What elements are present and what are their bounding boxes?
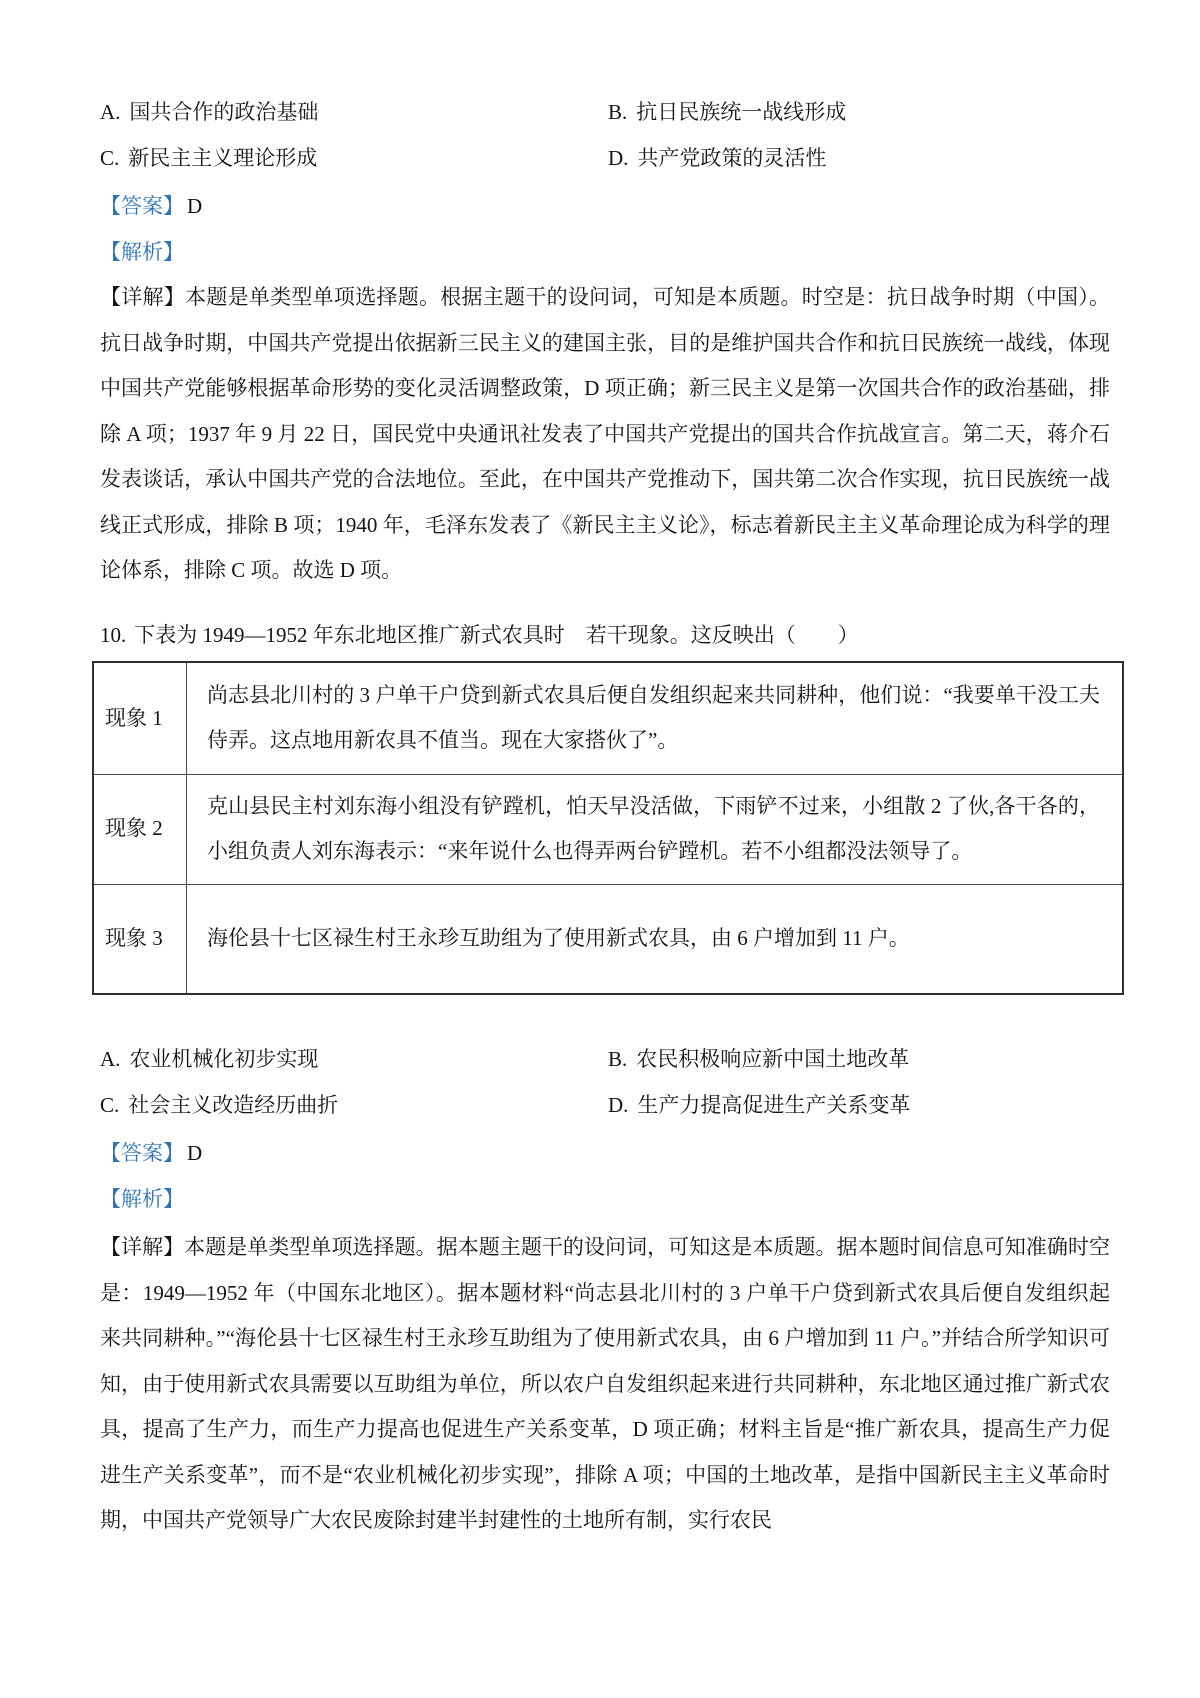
row-label: 现象 3 xyxy=(93,884,187,994)
option-text: 农民积极响应新中国土地改革 xyxy=(636,1047,910,1071)
q10-option-b xyxy=(608,1037,1110,1083)
table-row xyxy=(93,884,1123,994)
option-letter: D. xyxy=(608,1092,629,1117)
answer-value: D xyxy=(187,194,203,218)
q10-option-d xyxy=(608,1083,1110,1129)
q10-options-row-1 xyxy=(100,1037,1110,1083)
q9-analysis-line xyxy=(100,230,1110,276)
q10-answer-line xyxy=(100,1131,1110,1177)
option-text: 农业机械化初步实现 xyxy=(129,1047,319,1071)
question-text: 下表为 1949—1952 年东北地区推广新式农具时 若干现象。这反映出（ ） xyxy=(134,622,859,647)
row-text: 克山县民主村刘东海小组没有铲蹚机，怕天早没活做，下雨铲不过来，小组散 2 了伙,各干各的，小组负责人刘东海表示：“来年说什么也得弄两台铲蹚机。若不小组都没法领导了。 xyxy=(187,774,1124,884)
q10-analysis-line xyxy=(100,1177,1110,1223)
option-letter: A. xyxy=(100,100,121,124)
q9-options-row-1 xyxy=(100,90,1110,136)
question-number: 10. xyxy=(100,622,127,647)
option-letter: C. xyxy=(100,1092,120,1117)
option-text: 生产力提高促进生产关系变革 xyxy=(637,1092,911,1117)
q9-explanation: 【详解】本题是单类型单项选择题。根据主题干的设问词，可知是本质题。时空是：抗日战争时期（中国）。抗日战争时期，中国共产党提出依据新三民主义的建国主张，目的是维护国共合作和抗日民族统一战线，体现中国共产党能够根据革命形势的变化灵活调整政策，D 项正确；新三民主义是第一次国共合作的政治基础，排除 A 项；1937 年 9 月 22 日，国民党中央通讯社发表了中国共产党提出的国共合作抗战宣言。第二天，蒋介石发表谈话，承认中国共产党的合法地位。至此，在中国共产党推动下，国共第二次合作实现，抗日民族统一战线正式形成，排除 B 项；1940 年，毛泽东发表了《新民主主义论》，标志着新民主主义革命理论成为科学的理论体系，排除 C 项。故选 D 项。 xyxy=(100,285,1110,582)
option-text: 社会主义改造经历曲折 xyxy=(128,1092,339,1117)
table-row xyxy=(93,774,1123,884)
option-text: 抗日民族统一战线形成 xyxy=(636,100,847,124)
phenomena-table xyxy=(92,661,1124,995)
table-row xyxy=(93,662,1123,774)
row-label: 现象 1 xyxy=(93,662,187,774)
q10-stem xyxy=(100,613,1110,659)
row-text: 尚志县北川村的 3 户单干户贷到新式农具后便自发组织起来共同耕种，他们说：“我要单干没工夫侍弄。这点地用新农具不值当。现在大家搭伙了”。 xyxy=(187,662,1124,774)
option-letter: B. xyxy=(608,100,628,124)
option-letter: C. xyxy=(100,145,120,170)
q9-option-a xyxy=(100,90,608,136)
option-letter: A. xyxy=(100,1047,121,1071)
answer-tag: 【答案】 xyxy=(100,1141,184,1165)
analysis-tag: 【解析】 xyxy=(100,1186,184,1211)
option-text: 新民主主义理论形成 xyxy=(128,145,318,170)
row-label: 现象 2 xyxy=(93,774,187,884)
option-text: 共产党政策的灵活性 xyxy=(637,145,827,170)
q9-option-d xyxy=(608,136,1110,182)
q9-answer-line xyxy=(100,184,1110,230)
option-text: 国共合作的政治基础 xyxy=(129,100,319,124)
analysis-tag: 【解析】 xyxy=(100,239,184,264)
q9-options-row-2 xyxy=(100,136,1110,182)
q10-option-c xyxy=(100,1083,608,1129)
q9-option-b xyxy=(608,90,1110,136)
q10-option-a xyxy=(100,1037,608,1083)
option-letter: D. xyxy=(608,145,629,170)
answer-value: D xyxy=(187,1141,203,1165)
option-letter: B. xyxy=(608,1047,628,1071)
q9-option-c xyxy=(100,136,608,182)
row-text: 海伦县十七区禄生村王永珍互助组为了使用新式农具，由 6 户增加到 11 户。 xyxy=(187,884,1124,994)
q10-explanation: 【详解】本题是单类型单项选择题。据本题主题干的设问词，可知这是本质题。据本题时间信息可知准确时空是：1949—1952 年（中国东北地区）。据本题材料“尚志县北川村的 3 户单干户贷到新式农具后便自发组织起来共同耕种。”“海伦县十七区禄生村王永珍互助组为了使用新式农具，由 6 户增加到 11 户。”并结合所学知识可知，由于使用新式农具需要以互助组为单位，所以农户自发组织起来进行共同耕种，东北地区通过推广新式农具，提高了生产力，而生产力提高也促进生产关系变革，D 项正确；材料主旨是“推广新农具，提高生产力促进生产关系变革”，而不是“农业机械化初步实现”，排除 A 项；中国的土地改革，是指中国新民主主义革命时期，中国共产党领导广大农民废除封建半封建性的土地所有制，实行农民 xyxy=(100,1235,1110,1532)
answer-tag: 【答案】 xyxy=(100,194,184,218)
q10-options-row-2 xyxy=(100,1083,1110,1129)
